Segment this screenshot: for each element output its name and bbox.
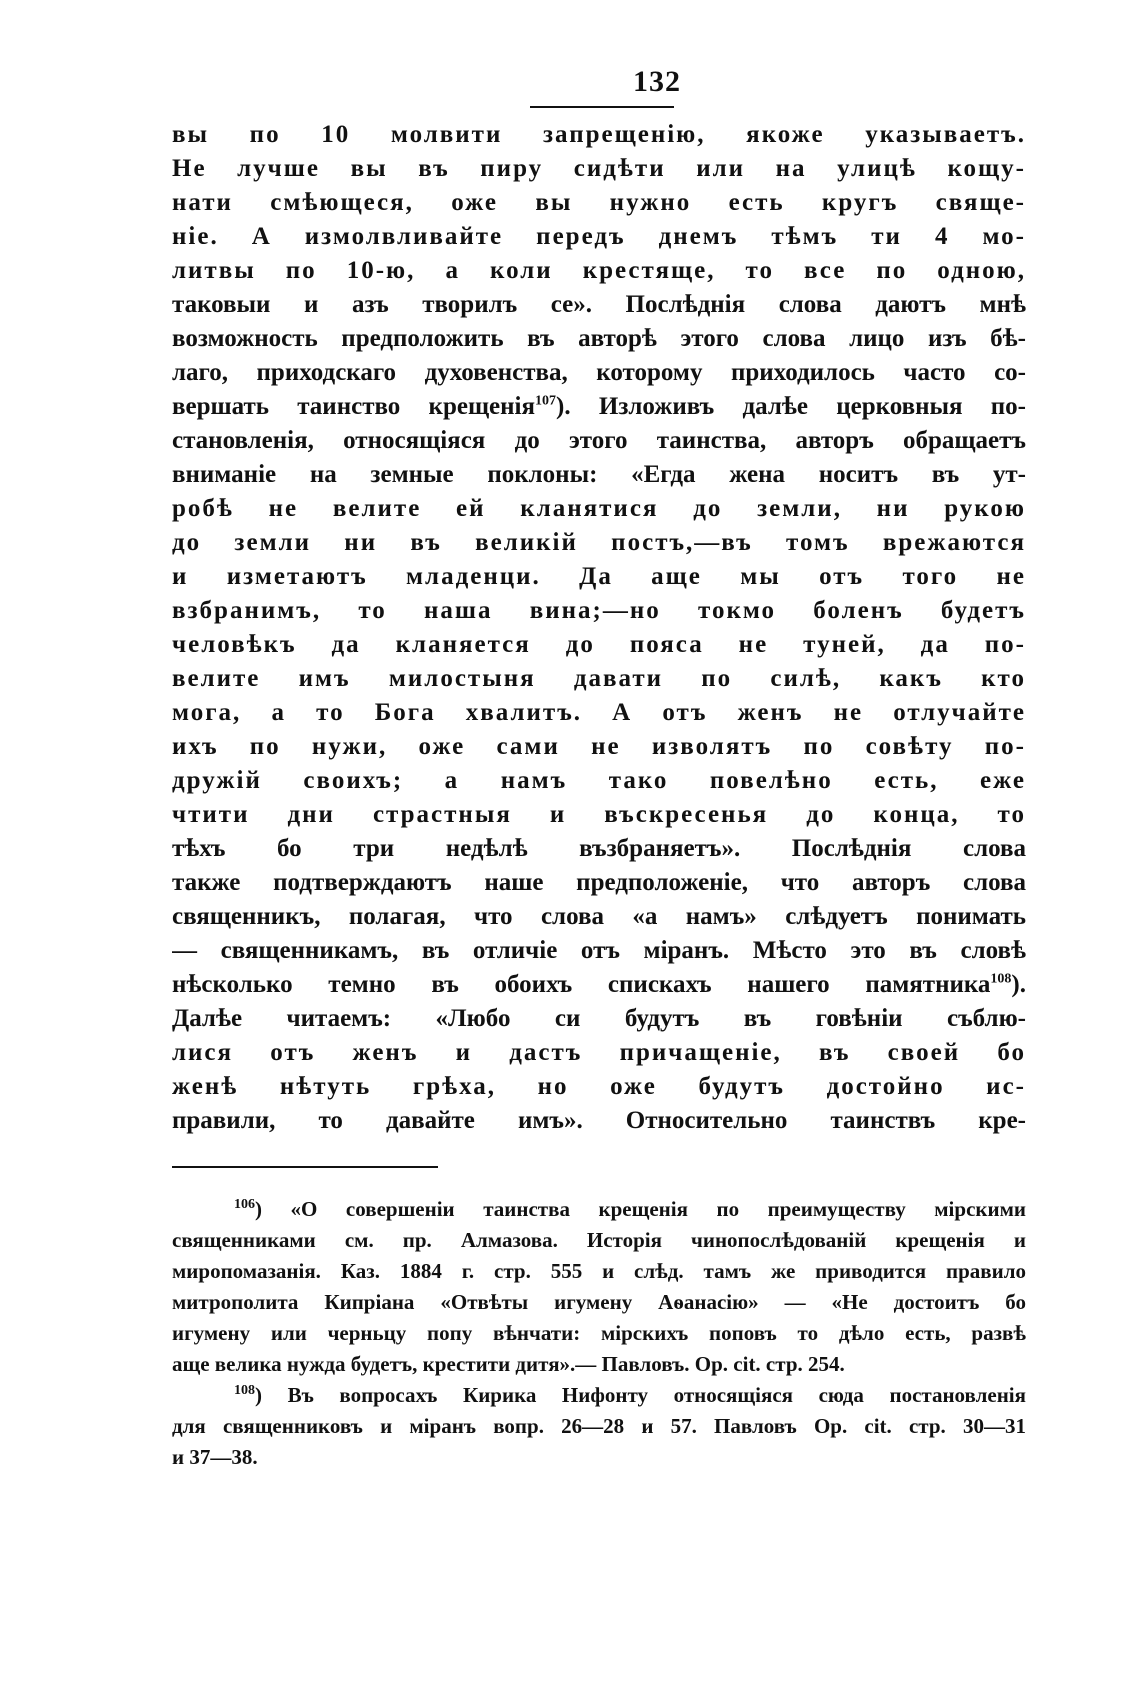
text-line: ихъ по нужи, оже сами не изволятъ по совѣту по- — [172, 733, 1026, 760]
footnote-text: ) Въ вопросахъ Кирика Нифонту относящіяся сюда постановленія — [255, 1383, 1026, 1407]
footnote-line — [172, 1380, 1026, 1411]
footnote-line: аще велика нужда будетъ, крестити дитя».— Павловъ. Op. cit. стр. 254. — [172, 1352, 845, 1376]
text-line: робѣ не велите ей кланятися до земли, ни рукою — [172, 495, 1026, 522]
text-line: — священникамъ, въ отличіе отъ міранъ. Мѣсто это въ словѣ — [172, 937, 1026, 964]
footnote-line: для священниковъ и міранъ вопр. 26—28 и 57. Павловъ Op. cit. стр. 30—31 — [172, 1414, 1026, 1438]
footnote-rule — [172, 1166, 438, 1168]
text-line: правили, то давайте имъ». Относительно таинствъ кре- — [172, 1107, 1026, 1134]
text-line: таковыи и азъ творилъ се». Послѣднія слова даютъ мнѣ — [172, 291, 1026, 318]
text-line: чтити дни страстныя и въскресенья до конца, то — [172, 801, 1026, 828]
header-rule — [530, 106, 674, 108]
text-line: взбранимъ, то наша вина;—но токмо боленъ будетъ — [172, 597, 1026, 624]
main-text — [172, 118, 1026, 1138]
footnote-line: игумену или черньцу попу вѣнчати: мірскихъ поповъ то дѣло есть, развѣ — [172, 1321, 1026, 1345]
text-segment: нѣсколько темно въ обоихъ спискахъ нашего памятника — [172, 971, 991, 998]
text-line: вниманіе на земные поклоны: «Егда жена носитъ въ ут- — [172, 461, 1026, 488]
text-line: и изметаютъ младенци. Да аще мы отъ того не — [172, 563, 1026, 590]
text-line — [172, 968, 1026, 1002]
footnote-line — [172, 1194, 1026, 1225]
footnotes — [172, 1194, 1026, 1473]
page-header — [230, 62, 1084, 102]
text-line: также подтверждаютъ наше предположеніе, что авторъ слова — [172, 869, 1026, 896]
text-line: человѣкъ да кланяется до пояса не туней, да по- — [172, 631, 1026, 658]
footnote-line: и 37—38. — [172, 1445, 258, 1469]
text-line — [172, 390, 1026, 424]
footnote-ref[interactable]: 108 — [990, 971, 1012, 987]
text-line: мога, а то Бога хвалитъ. А отъ женъ не отлучайте — [172, 699, 1026, 726]
text-line: Далѣе читаемъ: «Любо си будутъ въ говѣніи съблю- — [172, 1005, 1026, 1032]
text-line: вы по 10 молвити запрещенію, якоже указываетъ. — [172, 121, 1026, 148]
book-page — [172, 62, 1026, 1473]
text-line: дружій своихъ; а намъ тако повелѣно есть, еже — [172, 767, 1026, 794]
text-line: лися отъ женъ и дастъ причащеніе, въ своей бо — [172, 1039, 1026, 1066]
footnote-ref[interactable]: 107 — [535, 393, 557, 409]
text-segment: ). Изложивъ далѣе церковныя по- — [556, 393, 1026, 420]
text-line: возможность предположить въ авторѣ этого слова лицо изъ бѣ- — [172, 325, 1026, 352]
footnote-marker: 108 — [234, 1383, 255, 1398]
text-line: литвы по 10-ю, а коли крестяще, то все по одною, — [172, 257, 1026, 284]
text-line: велите имъ милостыня давати по силѣ, какъ кто — [172, 665, 1026, 692]
text-segment: вершать таинство крещенія — [172, 393, 536, 420]
footnote-text: ) «О совершеніи таинства крещенія по преимуществу мірскими — [255, 1197, 1026, 1221]
page-number: 132 — [633, 65, 681, 98]
text-line: тѣхъ бо три недѣлѣ възбраняетъ». Послѣднія слова — [172, 835, 1026, 862]
text-line: нати смѣющеся, оже вы нужно есть кругъ свяще- — [172, 189, 1026, 216]
text-line: лаго, приходскаго духовенства, которому приходилось часто со- — [172, 359, 1026, 386]
text-line: Не лучше вы въ пиру сидѣти или на улицѣ кощу- — [172, 155, 1026, 182]
text-line: до земли ни въ великій постъ,—въ томъ врежаются — [172, 529, 1026, 556]
footnote-line: митрополита Кипріана «Отвѣты игумену Аѳанасію» — «Не достоитъ бо — [172, 1290, 1026, 1314]
text-line: женѣ нѣтуть грѣха, но оже будутъ достойно ис- — [172, 1073, 1026, 1100]
text-segment: ). — [1011, 971, 1026, 998]
text-line: ніе. А измолвливайте передъ днемъ тѣмъ ти 4 мо- — [172, 223, 1026, 250]
footnote-marker: 106 — [234, 1197, 255, 1212]
footnote-line: священниками см. пр. Алмазова. Исторія чинопослѣдованій крещенія и — [172, 1228, 1026, 1252]
text-line: священникъ, полагая, что слова «а намъ» слѣдуетъ понимать — [172, 903, 1026, 930]
text-line: становленія, относящіяся до этого таинства, авторъ обращаетъ — [172, 427, 1026, 454]
footnote-line: миропомазанія. Каз. 1884 г. стр. 555 и слѣд. тамъ же приводится правило — [172, 1259, 1026, 1283]
